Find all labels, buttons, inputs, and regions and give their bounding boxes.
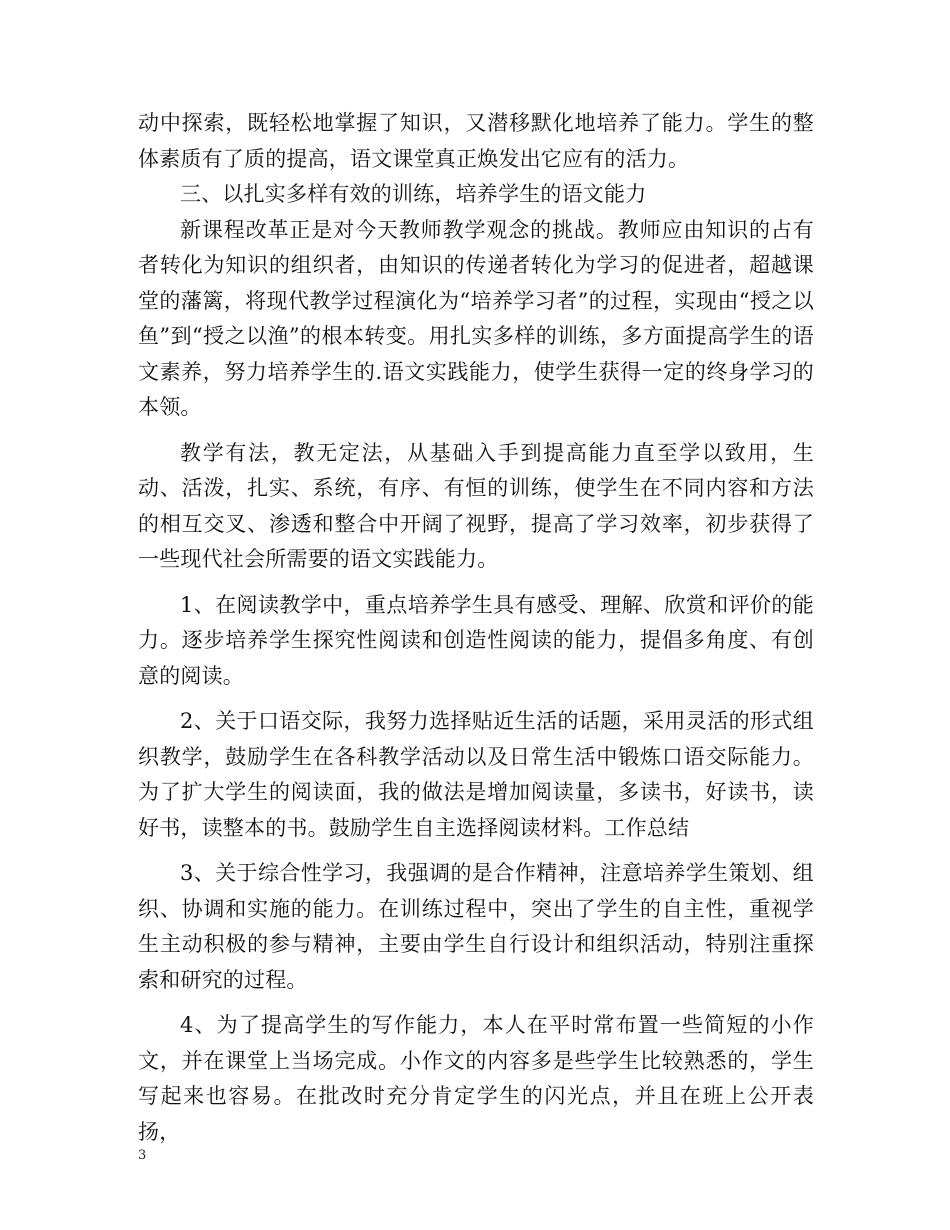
paragraph-continuation: 动中探索，既轻松地掌握了知识，又潜移默化地培养了能力。学生的整体素质有了质的提高，语文课堂真正焕发出它应有的活力。	[138, 111, 814, 171]
document-body	[138, 106, 814, 1160]
section-heading: 三、以扎实多样有效的训练，培养学生的语文能力	[180, 182, 647, 206]
paragraph: 教学有法，教无定法，从基础入手到提高能力直至学以致用，生动、活泼，扎实、系统，有序、有恒的训练，使学生在不同内容和方法的相互交叉、渗透和整合中开阔了视野，提高了学习效率，初步获得了一些现代社会所需要的语文实践能力。	[138, 440, 814, 571]
list-item-paragraph: 3、关于综合性学习，我强调的是合作精神，注意培养学生策划、组织、协调和实施的能力。在训练过程中，突出了学生的自主性，重视学生主动积极的参与精神，主要由学生自行设计和组织活动，特别注重探索和研究的过程。	[138, 861, 814, 992]
list-item-paragraph: 2、关于口语交际，我努力选择贴近生活的话题，采用灵活的形式组织教学，鼓励学生在各科教学活动以及日常生活中锻炼口语交际能力。为了扩大学生的阅读面，我的做法是增加阅读量，多读书，好读书，读好书，读整本的书。鼓励学生自主选择阅读材料。工作总结	[138, 709, 814, 840]
list-item-paragraph: 1、在阅读教学中，重点培养学生具有感受、理解、欣赏和评价的能力。逐步培养学生探究性阅读和创造性阅读的能力，提倡多角度、有创意的阅读。	[138, 592, 814, 688]
paragraph: 新课程改革正是对今天教师教学观念的挑战。教师应由知识的占有者转化为知识的组织者，由知识的传递者转化为学习的促进者，超越课堂的藩篱，将现代教学过程演化为“培养学习者”的过程，实现由“授之以鱼”到“授之以渔”的根本转变。用扎实多样的训练，多方面提高学生的语文素养，努力培养学生的.语文实践能力，使学生获得一定的终身学习的本领。	[138, 217, 814, 419]
page-number: 3	[138, 1148, 147, 1163]
list-item-paragraph: 4、为了提高学生的写作能力，本人在平时常布置一些简短的小作文，并在课堂上当场完成。小作文的内容多是些学生比较熟悉的，学生写起来也容易。在批改时充分肯定学生的闪光点，并且在班上公开表扬，	[138, 1013, 814, 1144]
